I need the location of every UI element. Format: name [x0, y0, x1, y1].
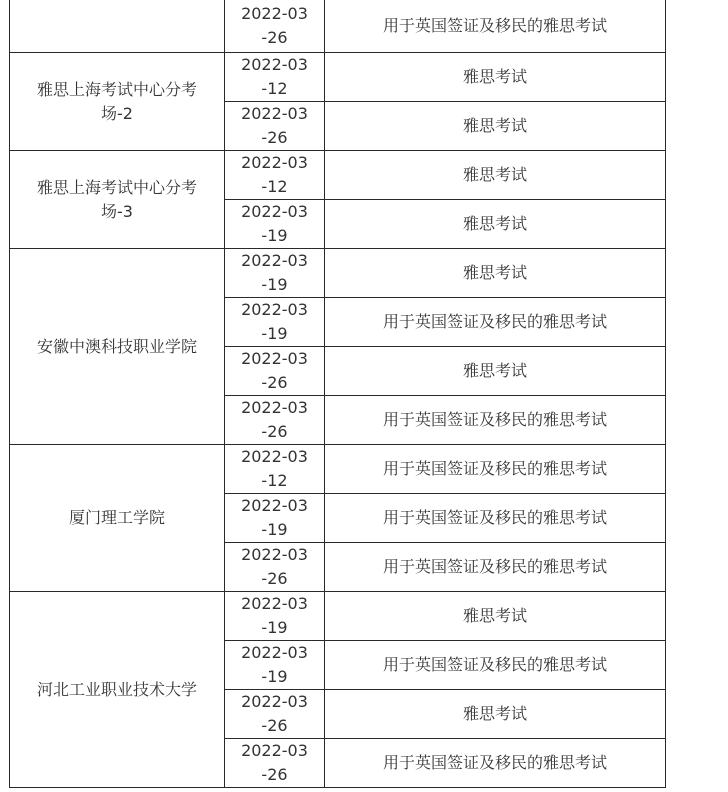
exam-type: 用于英国签证及移民的雅思考试	[382, 459, 607, 478]
venue-name: 雅思上海考试中心分考场-2	[36, 79, 197, 123]
exam-type: 雅思考试	[462, 263, 527, 282]
date-cell	[225, 200, 325, 249]
type-cell	[325, 249, 666, 298]
exam-type: 雅思考试	[462, 606, 527, 625]
venue-cell	[10, 53, 225, 151]
venue-name: 河北工业职业技术大学	[36, 679, 197, 699]
type-cell	[325, 445, 666, 494]
type-cell	[325, 151, 666, 200]
type-cell	[325, 0, 666, 53]
venue-cell	[10, 445, 225, 592]
exam-type: 用于英国签证及移民的雅思考试	[382, 312, 607, 331]
exam-date: 2022-03-26	[241, 104, 308, 147]
type-cell	[325, 102, 666, 151]
type-cell	[325, 347, 666, 396]
date-cell	[225, 102, 325, 151]
table-row	[10, 0, 666, 53]
type-cell	[325, 200, 666, 249]
exam-type: 雅思考试	[462, 361, 527, 380]
date-cell	[225, 53, 325, 102]
date-cell	[225, 543, 325, 592]
venue-cell	[10, 151, 225, 249]
exam-date: 2022-03-19	[241, 496, 308, 539]
table-row	[10, 151, 666, 200]
exam-date: 2022-03-12	[241, 447, 308, 490]
exam-type: 雅思考试	[462, 116, 527, 135]
venue-name: 厦门理工学院	[68, 508, 165, 527]
table-row	[10, 592, 666, 641]
type-cell	[325, 592, 666, 641]
exam-type: 雅思考试	[462, 214, 527, 233]
date-cell	[225, 494, 325, 543]
table-row	[10, 445, 666, 494]
venue-cell	[10, 592, 225, 788]
date-cell	[225, 347, 325, 396]
date-cell	[225, 690, 325, 739]
exam-date: 2022-03-26	[241, 3, 308, 47]
table-row	[10, 53, 666, 102]
exam-type: 用于英国签证及移民的雅思考试	[382, 508, 607, 527]
venue-name: 雅思上海考试中心分考场-3	[36, 177, 197, 221]
exam-type: 用于英国签证及移民的雅思考试	[382, 15, 607, 35]
venue-name: 安徽中澳科技职业学院	[36, 336, 197, 356]
date-cell	[225, 641, 325, 690]
type-cell	[325, 641, 666, 690]
exam-date: 2022-03-26	[241, 741, 308, 784]
exam-date: 2022-03-19	[241, 202, 308, 245]
date-cell	[225, 445, 325, 494]
exam-schedule-body	[10, 0, 666, 788]
date-cell	[225, 298, 325, 347]
exam-date: 2022-03-26	[241, 349, 308, 392]
exam-date: 2022-03-26	[241, 692, 308, 735]
exam-date: 2022-03-19	[241, 251, 308, 294]
table-row	[10, 249, 666, 298]
exam-type: 用于英国签证及移民的雅思考试	[382, 557, 607, 576]
type-cell	[325, 690, 666, 739]
exam-type: 雅思考试	[462, 165, 527, 184]
exam-type: 用于英国签证及移民的雅思考试	[382, 655, 607, 674]
exam-date: 2022-03-19	[241, 594, 308, 637]
date-cell	[225, 0, 325, 53]
date-cell	[225, 151, 325, 200]
type-cell	[325, 53, 666, 102]
exam-type: 用于英国签证及移民的雅思考试	[382, 410, 607, 429]
date-cell	[225, 249, 325, 298]
exam-date: 2022-03-19	[241, 643, 308, 686]
type-cell	[325, 298, 666, 347]
date-cell	[225, 396, 325, 445]
date-cell	[225, 739, 325, 788]
exam-date: 2022-03-26	[241, 545, 308, 588]
exam-date: 2022-03-19	[241, 300, 308, 343]
exam-type: 雅思考试	[462, 704, 527, 723]
exam-schedule-table	[9, 0, 666, 788]
exam-date: 2022-03-12	[241, 55, 308, 98]
date-cell	[225, 592, 325, 641]
type-cell	[325, 494, 666, 543]
exam-date: 2022-03-26	[241, 398, 308, 441]
exam-type: 雅思考试	[462, 67, 527, 86]
venue-cell	[10, 249, 225, 445]
exam-date: 2022-03-12	[241, 153, 308, 196]
type-cell	[325, 396, 666, 445]
type-cell	[325, 543, 666, 592]
venue-cell	[10, 0, 225, 53]
type-cell	[325, 739, 666, 788]
exam-type: 用于英国签证及移民的雅思考试	[382, 753, 607, 772]
